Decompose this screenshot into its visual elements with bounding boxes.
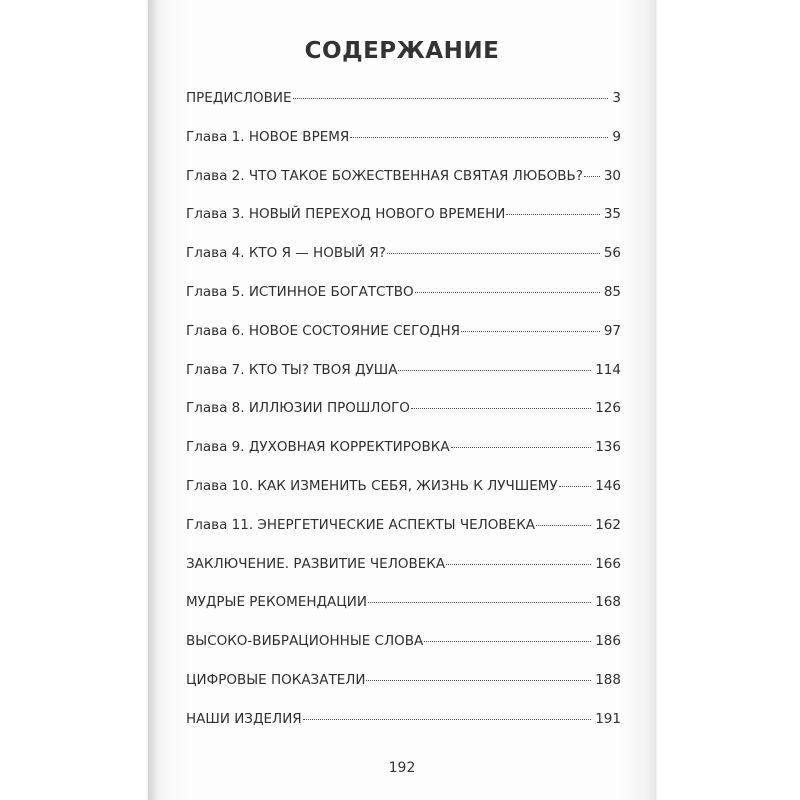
toc-entry-title: Глава 1. НОВОЕ ВРЕМЯ [186, 128, 350, 145]
toc-entry-title: Глава 10. КАК ИЗМЕНИТЬ СЕБЯ, ЖИЗНЬ К ЛУЧШЕМУ [186, 477, 558, 494]
dot-leader [387, 253, 600, 254]
toc-entry [186, 627, 621, 666]
toc-entry-title: ЗАКЛЮЧЕНИЕ. РАЗВИТИЕ ЧЕЛОВЕКА [186, 555, 446, 572]
toc-entry-page: 136 [595, 439, 621, 456]
toc-entry-title: Глава 5. ИСТИННОЕ БОГАТСТВО [186, 283, 414, 300]
toc-entry-title: Глава 7. КТО ТЫ? ТВОЯ ДУША [186, 361, 398, 378]
toc-entry-page: 146 [595, 477, 621, 494]
toc-entry-page: 30 [603, 167, 621, 184]
toc-entry [186, 433, 621, 472]
toc-entry-title: Глава 4. КТО Я — НОВЫЙ Я? [186, 245, 386, 262]
book-page [148, 0, 656, 800]
toc-entry [186, 550, 621, 589]
toc-entry [186, 278, 621, 317]
toc-entry [186, 123, 621, 162]
toc-entry-page: 56 [603, 245, 621, 262]
toc-entry [186, 666, 621, 705]
toc-entry-page: 168 [595, 594, 621, 611]
toc-entry-page: 191 [595, 710, 621, 727]
dot-leader [411, 408, 591, 409]
toc-entry-page: 186 [595, 633, 621, 650]
toc-entry [186, 356, 621, 395]
toc-entry-title: Глава 3. НОВЫЙ ПЕРЕХОД НОВОГО ВРЕМЕНИ [186, 206, 506, 223]
toc-entry [186, 239, 621, 278]
dot-leader [398, 370, 591, 371]
dot-leader [350, 137, 608, 138]
toc-entry-page: 162 [595, 516, 621, 533]
dot-leader [506, 214, 599, 215]
toc-entry-title: Глава 8. ИЛЛЮЗИИ ПРОШЛОГО [186, 400, 410, 417]
toc-entry-title: ПРЕДИСЛОВИЕ [186, 90, 292, 106]
toc-entry-page: 188 [595, 671, 621, 688]
toc-entry [186, 162, 621, 201]
dot-leader [366, 680, 591, 681]
toc-entry-title: Глава 2. ЧТО ТАКОЕ БОЖЕСТВЕННАЯ СВЯТАЯ ЛЮБОВЬ? [186, 167, 583, 184]
dot-leader [415, 292, 600, 293]
dot-leader [303, 719, 592, 720]
toc-entry-title: МУДРЫЕ РЕКОМЕНДАЦИИ [186, 594, 367, 611]
dot-leader [368, 602, 591, 603]
toc-entry-title: Глава 11. ЭНЕРГЕТИЧЕСКИЕ АСПЕКТЫ ЧЕЛОВЕКА [186, 516, 536, 533]
toc-entry-page: 85 [603, 283, 621, 300]
page-number: 192 [388, 760, 416, 776]
toc-entry-page: 166 [595, 555, 621, 572]
toc-entry-title: НАШИ ИЗДЕЛИЯ [186, 710, 302, 727]
dot-leader [424, 641, 591, 642]
toc-entry-page: 114 [595, 361, 621, 378]
toc-entry [186, 394, 621, 433]
toc-entry-page: 35 [603, 206, 621, 223]
toc-entry [186, 511, 621, 550]
contents-heading: СОДЕРЖАНИЕ [304, 38, 500, 64]
toc-entry-title: ЦИФРОВЫЕ ПОКАЗАТЕЛИ [186, 671, 366, 688]
dot-leader [584, 176, 600, 177]
dot-leader [451, 447, 592, 448]
toc-entry-title: Глава 6. НОВОЕ СОСТОЯНИЕ СЕГОДНЯ [186, 322, 461, 339]
toc-entry-title: ВЫСОКО-ВИБРАЦИОННЫЕ СЛОВА [186, 633, 424, 650]
dot-leader [461, 331, 600, 332]
dot-leader [446, 564, 591, 565]
dot-leader [559, 486, 592, 487]
table-of-contents [186, 84, 621, 744]
toc-entry-page: 9 [612, 128, 621, 145]
toc-entry [186, 588, 621, 627]
toc-entry [186, 84, 621, 123]
toc-entry [186, 705, 621, 744]
dot-leader [293, 98, 609, 99]
toc-entry [186, 472, 621, 511]
toc-entry [186, 200, 621, 239]
toc-entry-page: 97 [603, 322, 621, 339]
dot-leader [536, 525, 591, 526]
toc-entry-page: 3 [612, 90, 621, 106]
toc-entry [186, 317, 621, 356]
toc-entry-title: Глава 9. ДУХОВНАЯ КОРРЕКТИРОВКА [186, 439, 450, 456]
toc-entry-page: 126 [595, 400, 621, 417]
